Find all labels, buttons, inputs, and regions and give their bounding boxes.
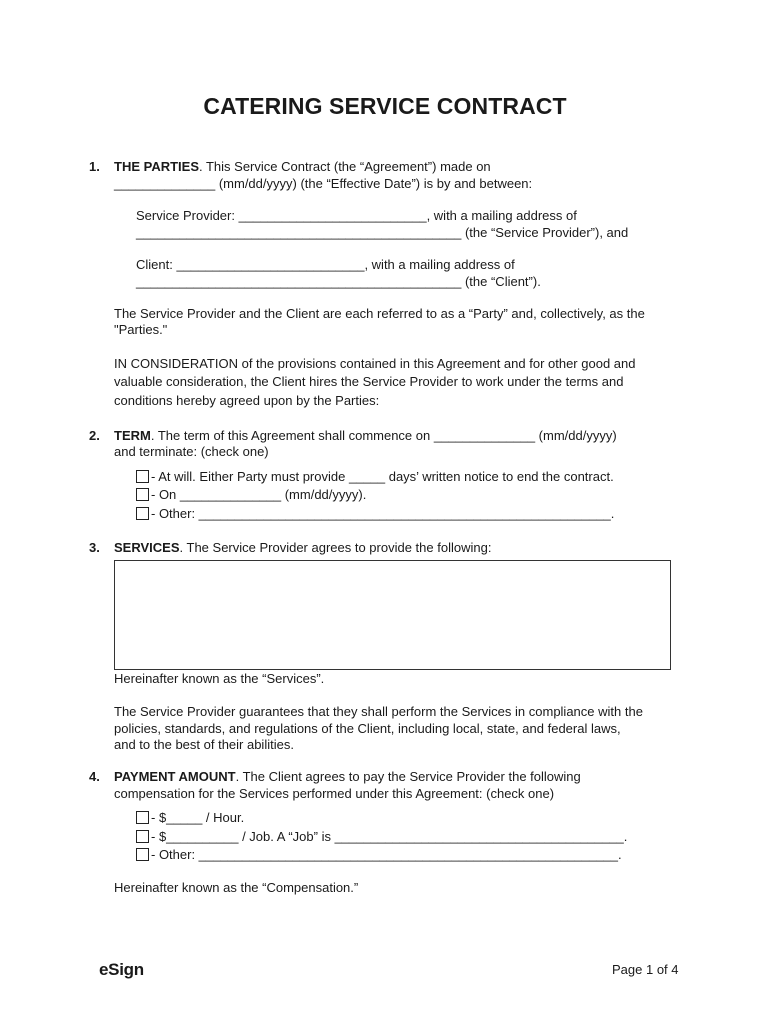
esign-logo: eSign (99, 960, 144, 979)
service-provider-line-2: _____________________________________________ (the “Service Provider”), and (136, 225, 629, 240)
consideration-line-1: IN CONSIDERATION of the provisions contained in this Agreement and for other good and (114, 356, 636, 371)
section-4-number: 4. (89, 769, 100, 784)
section-3-number: 3. (89, 540, 100, 555)
term-other-checkbox[interactable] (136, 507, 149, 520)
client-line-1: Client: __________________________, with a mailing address of (136, 257, 515, 272)
payment-hourly-checkbox[interactable] (136, 811, 149, 824)
services-text-box[interactable] (114, 560, 671, 670)
payment-per-job-label: - $__________ / Job. A “Job” is ________________________________________. (151, 829, 628, 844)
parties-paragraph-line-1: The Service Provider and the Client are each referred to as a “Party” and, collectively, as the (114, 306, 645, 321)
consideration-line-3: conditions hereby agreed upon by the Parties: (114, 393, 380, 408)
services-defined-text: Hereinafter known as the “Services”. (114, 671, 325, 686)
payment-per-job-checkbox[interactable] (136, 830, 149, 843)
section-2-line-2: and terminate: (check one) (114, 444, 269, 459)
section-4-line-2: compensation for the Services performed under this Agreement: (check one) (114, 786, 555, 801)
section-3-heading: SERVICES (114, 540, 180, 555)
section-3-intro: . The Service Provider agrees to provide the following: (179, 540, 492, 555)
guarantee-line-3: and to the best of their abilities. (114, 737, 294, 752)
consideration-line-2: valuable consideration, the Client hires the Service Provider to work under the terms and (114, 374, 624, 389)
section-2-intro: . The term of this Agreement shall commence on ______________ (mm/dd/yyyy) (150, 428, 617, 443)
compensation-defined-text: Hereinafter known as the “Compensation.” (114, 880, 359, 895)
term-other-label: - Other: _________________________________________________________. (151, 506, 615, 521)
payment-hourly-label: - $_____ / Hour. (151, 810, 245, 825)
section-1-intro: . This Service Contract (the “Agreement”) made on (199, 159, 491, 174)
payment-other-checkbox[interactable] (136, 848, 149, 861)
section-2-line-1 (114, 428, 617, 444)
client-line-2: _____________________________________________ (the “Client”). (136, 274, 541, 289)
guarantee-line-2: policies, standards, and regulations of the Client, including local, state, and federal laws, (114, 721, 621, 736)
section-1-line-2: ______________ (mm/dd/yyyy) (the “Effective Date”) is by and between: (114, 176, 533, 191)
parties-paragraph-line-2: "Parties." (114, 322, 168, 337)
term-on-date-label: - On ______________ (mm/dd/yyyy). (151, 487, 367, 502)
guarantee-line-1: The Service Provider guarantees that they shall perform the Services in compliance with the (114, 704, 643, 719)
section-4-intro: . The Client agrees to pay the Service Provider the following (235, 769, 581, 784)
document-title: CATERING SERVICE CONTRACT (203, 93, 567, 119)
section-3-line-1 (114, 540, 491, 556)
section-2-number: 2. (89, 428, 100, 443)
section-1-line-1 (114, 159, 491, 175)
service-provider-line-1: Service Provider: __________________________, with a mailing address of (136, 208, 577, 223)
term-at-will-label: - At will. Either Party must provide _____ days’ written notice to end the contract. (151, 469, 614, 484)
section-4-line-1 (114, 769, 581, 785)
payment-other-label: - Other: __________________________________________________________. (151, 847, 622, 862)
page-number: Page 1 of 4 (612, 962, 679, 977)
section-1-number: 1. (89, 159, 100, 174)
section-2-heading: TERM (114, 428, 151, 443)
term-on-date-checkbox[interactable] (136, 488, 149, 501)
term-at-will-checkbox[interactable] (136, 470, 149, 483)
section-1-heading: THE PARTIES (114, 159, 199, 174)
section-4-heading: PAYMENT AMOUNT (114, 769, 236, 784)
